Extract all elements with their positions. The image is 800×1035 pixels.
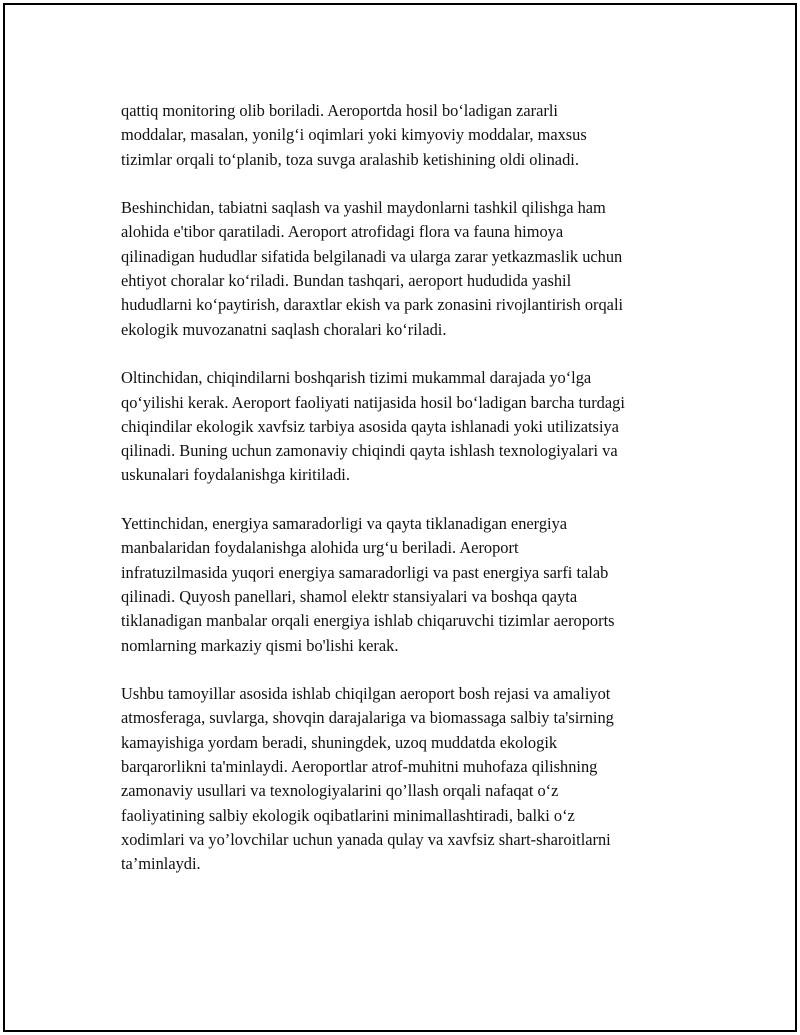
paragraph-4: Yettinchidan, energiya samaradorligi va qayta tiklanadigan energiya manbalaridan foydalanishga alohida urg‘u beriladi. Aeroport infratuzilmasida yuqori energiya samaradorligi va past energiya sarfi talab qilinadi. Quyosh panellari, shamol elektr stansiyalari va boshqa qayta tiklanadigan manbalar orqali energiya ishlab chiqaruvchi tizimlar aeroports nomlarning markaziy qismi bo'lishi kerak. bbox=[121, 514, 615, 655]
paragraph-3: Oltinchidan, chiqindilarni boshqarish tizimi mukammal darajada yo‘lga qo‘yilishi kerak. Aeroport faoliyati natijasida hosil bo‘ladigan barcha turdagi chiqindilar ekologik xavfsiz tarbiya asosida qayta ishlanadi yoki utilizatsiya qilinadi. Buning uchun zamonaviy chiqindi qayta ishlash texnologiyalari va uskunalari foydalanishga kiritiladi. bbox=[121, 368, 625, 485]
paragraph-2: Beshinchidan, tabiatni saqlash va yashil maydonlarni tashkil qilishga ham alohida e'tibor qaratiladi. Aeroport atrofidagi flora va fauna himoya qilinadigan hududlar sifatida belgilanadi va ularga zarar yetkazmaslik uchun ehtiyot choralar ko‘riladi. Bundan tashqari, aeroport hududida yashil hududlarni ko‘paytirish, daraxtlar ekish va park zonasini rivojlantirish orqali ekologik muvozanatni saqlash choralari ko‘riladi. bbox=[121, 198, 624, 339]
paragraph-1: qattiq monitoring olib boriladi. Aeroportda hosil bo‘ladigan zararli moddalar, masalan, yonilg‘i oqimlari yoki kimyoviy moddalar, maxsus tizimlar orqali to‘planib, toza suvga aralashib ketishining oldi olinadi. bbox=[121, 101, 587, 169]
paragraph-5: Ushbu tamoyillar asosida ishlab chiqilgan aeroport bosh rejasi va amaliyot atmosferaga, suvlarga, shovqin darajalariga va biomassaga salbiy ta'sirning kamayishiga yordam beradi, shuningdek, uzoq muddatda ekologik barqarorlikni ta'minlaydi. Aeroportlar atrof-muhitni muhofaza qilishning zamonaviy usullari va texnologiyalarini qo’llash orqali nafaqat o‘z faoliyatining salbiy ekologik oqibatlarini minimallashtiradi, balki o‘z xodimlari va yo’lovchilar uchun yanada qulay va xavfsiz shart-sharoitlarni ta’minlaydi. bbox=[121, 684, 614, 874]
page-frame bbox=[3, 3, 797, 1032]
document-body bbox=[121, 99, 701, 901]
